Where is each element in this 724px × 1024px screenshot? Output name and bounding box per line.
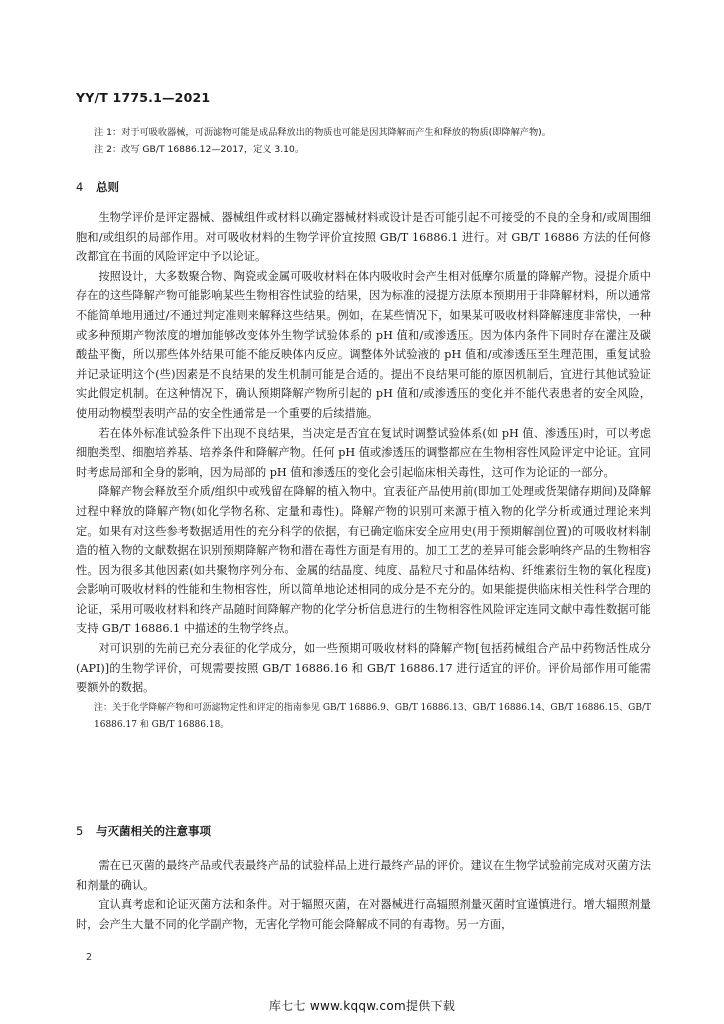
- section-5-paragraph: 需在已灭菌的最终产品或代表最终产品的试验样品上进行最终产品的评价。建议在生物学试验前完成对灭菌方法和剂量的确认。: [76, 859, 651, 892]
- section-5-title: 与灭菌相关的注意事项: [96, 824, 211, 838]
- section-4-paragraph: 按照设计，大多数聚合物、陶瓷或金属可吸收材料在体内吸收时会产生相对低摩尔质量的降解产物。浸提介质中存在的这些降解产物可能影响某些生物相容性试验的结果，因为标准的浸提方法原本预期用于非降解材料，所以通常不能简单地用通过/不通过判定准则来解释这些结果。例如，在某些情况下，如果某可吸收材料降解速度非常快，一种或多种预期产物浓度的增加能够改变体外生物学试验体系的 pH 值和/或渗透压。因为体内条件下同时存在灌注及碳酸盐平衡，所以那些体外结果可能不能反映体内反应。调整体外试验液的 pH 值和/或渗透压至生理范围，重复试验并记录证明这个(些)因素是不良结果的发生机制可能是合适的。提出不良结果可能的原因机制后，宜进行其他试验证实此假定机制。在这种情况下，确认预期降解产物所引起的 pH 值和/或渗透压的变化并不能代表患者的安全风险，使用动物模型表明产品的安全性通常是一个重要的后续措施。: [76, 269, 651, 420]
- section-5-body: [76, 856, 651, 934]
- download-watermark: 库七七 www.kqqw.com提供下载: [268, 999, 456, 1013]
- section-4-number: 4: [76, 180, 84, 194]
- section-4-paragraph: 降解产物会释放至介质/组织中或残留在降解的植入物中。宜表征产品使用前(即加工处理或货架储存期间)及降解过程中释放的降解产物(如化学物名称、定量和毒性)。降解产物的识别可来源于植入物的化学分析或通过理论来判定。如果有对这些参考数据适用性的充分科学的依据，有已确定临床安全应用史(用于预期解剖位置)的可吸收材料制造的植入物的文献数据在识别预期降解产物和潜在毒性方面是有用的。加工工艺的差异可能会影响终产品的生物相容性。因为很多其他因素(如共聚物序列分布、金属的结晶度、纯度、晶粒尺寸和晶体结构、纤维素衍生物的氧化程度)会影响可吸收材料的性能和生物相容性，所以简单地论述相同的成分是不充分的。如果能提供临床相关性科学合理的论证，采用可吸收材料和终产品随时间降解产物的化学分析信息进行的生物相容性风险评定连同文献中毒性数据可能支持 GB/T 16886.1 中描述的生物学终点。: [76, 485, 651, 636]
- section-4-paragraph: 生物学评价是评定器械、器械组件或材料以确定器械材料或设计是否可能引起不可接受的不良的全身和/或周围细胞和/或组织的局部作用。对可吸收材料的生物学评价宜按照 GB/T 16886.1 进行。对 GB/T 16886 方法的任何修改都宜在书面的风险评定中予以论证。: [76, 211, 651, 264]
- section-5-number: 5: [76, 824, 84, 838]
- section-4-note: 注：关于化学降解产物和可沥滤物定性和评定的指南参见 GB/T 16886.9、GB/T 16886.13、GB/T 16886.14、GB/T 16886.15、GB/T 16886.17 和 GB/T 16886.18。: [94, 702, 651, 730]
- page-number: 2: [86, 952, 93, 963]
- section-5-heading: [76, 823, 211, 839]
- section-5-paragraph: 宜认真考虑和论证灭菌方法和条件。对于辐照灭菌，在对器械进行高辐照剂量灭菌时宜谨慎进行。增大辐照剂量时，会产生大量不同的化学副产物，无害化学物可能会降解成不同的有毒物。另一方面，: [76, 898, 651, 931]
- standard-code-header: YY/T 1775.1—2021: [76, 90, 211, 105]
- section-4-title: 总则: [96, 180, 119, 194]
- top-note-1: 注 1：对于可吸收器械，可沥滤物可能是成品释放出的物质也可能是因其降解而产生和释放的物质(即降解产物)。: [94, 127, 551, 138]
- section-4-heading: [76, 179, 119, 195]
- section-4-paragraph: 若在体外标准试验条件下出现不良结果，当决定是否宜在复试时调整试验体系(如 pH 值、渗透压)时，可以考虑细胞类型、细胞培养基、培养条件和降解产物。任何 pH 值或渗透压的调整都应在生物相容性风险评定中论证。宜同时考虑局部和全身的影响，因为局部的 pH 值和渗透压的变化会引起临床相关毒性，这可作为论证的一部分。: [76, 426, 651, 479]
- section-4-body: [76, 208, 651, 734]
- section-4-paragraph: 对可识别的先前已充分表征的化学成分，如一些预期可吸收材料的降解产物[包括药械组合产品中药物活性成分(API)]的生物学评价，可规需要按照 GB/T 16886.16 和 GB/T 16886.17 进行适宜的评价。评价局部作用可能需要额外的数据。: [76, 642, 651, 695]
- top-notes: [94, 124, 654, 158]
- top-note-2: 注 2：改写 GB/T 16886.12—2017，定义 3.10。: [94, 144, 305, 155]
